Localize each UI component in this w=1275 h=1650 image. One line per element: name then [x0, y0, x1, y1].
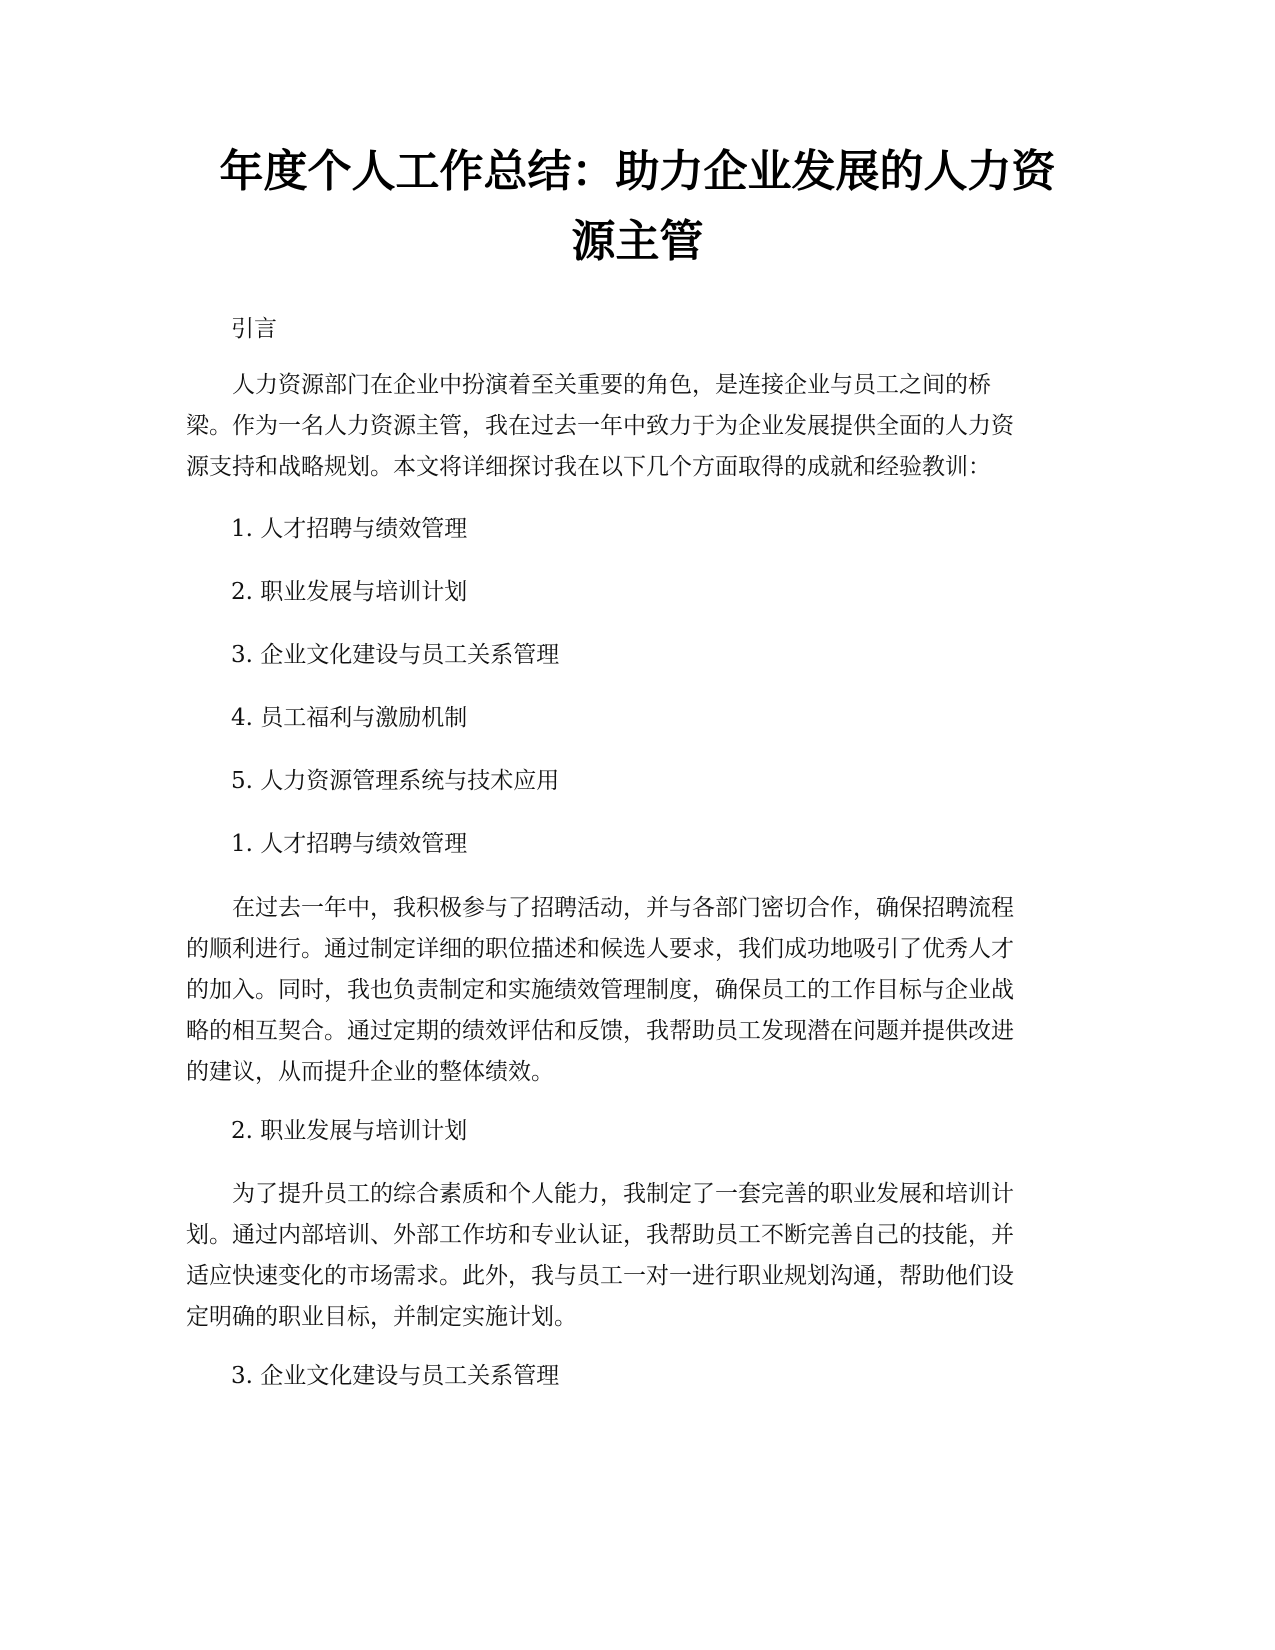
intro-line-1: 人力资源部门在企业中扮演着至关重要的角色，是连接企业与员工之间的桥: [232, 372, 991, 398]
section1-paragraph: [186, 888, 1086, 1093]
intro-line-2: 梁。作为一名人力资源主管，我在过去一年中致力于为企业发展提供全面的人力资: [186, 413, 1014, 439]
section2-line-1: 为了提升员工的综合素质和个人能力，我制定了一套完善的职业发展和培训计: [232, 1181, 1014, 1207]
intro-line-3: 源支持和战略规划。本文将详细探讨我在以下几个方面取得的成就和经验教训：: [186, 454, 991, 480]
section1-line-4: 略的相互契合。通过定期的绩效评估和反馈，我帮助员工发现潜在问题并提供改进: [186, 1018, 1014, 1044]
toc-item-1: 1. 人才招聘与绩效管理: [231, 516, 468, 542]
title-line-1: 年度个人工作总结：助力企业发展的人力资: [219, 146, 1056, 197]
intro-heading: 引言: [231, 316, 277, 342]
title-line-2: 源主管: [571, 216, 704, 267]
section1-line-5: 的建议，从而提升企业的整体绩效。: [186, 1059, 554, 1085]
section2-heading: 2. 职业发展与培训计划: [231, 1118, 468, 1144]
toc-item-3: 3. 企业文化建设与员工关系管理: [231, 642, 560, 668]
section1-line-2: 的顺利进行。通过制定详细的职位描述和候选人要求，我们成功地吸引了优秀人才: [186, 936, 1014, 962]
section1-line-1: 在过去一年中，我积极参与了招聘活动，并与各部门密切合作，确保招聘流程: [232, 895, 1014, 921]
toc-item-2: 2. 职业发展与培训计划: [231, 579, 468, 605]
section2-line-4: 定明确的职业目标，并制定实施计划。: [186, 1304, 577, 1330]
document-title: [150, 137, 1125, 277]
section2-paragraph: [186, 1174, 1086, 1338]
section1-heading: 1. 人才招聘与绩效管理: [231, 831, 468, 857]
section1-line-3: 的加入。同时，我也负责制定和实施绩效管理制度，确保员工的工作目标与企业战: [186, 977, 1014, 1003]
toc-item-5: 5. 人力资源管理系统与技术应用: [231, 768, 560, 794]
toc-item-4: 4. 员工福利与激励机制: [231, 705, 468, 731]
section2-line-3: 适应快速变化的市场需求。此外，我与员工一对一进行职业规划沟通，帮助他们设: [186, 1263, 1014, 1289]
section2-line-2: 划。通过内部培训、外部工作坊和专业认证，我帮助员工不断完善自己的技能，并: [186, 1222, 1014, 1248]
intro-paragraph: [186, 365, 1086, 488]
section3-heading: 3. 企业文化建设与员工关系管理: [231, 1363, 560, 1389]
